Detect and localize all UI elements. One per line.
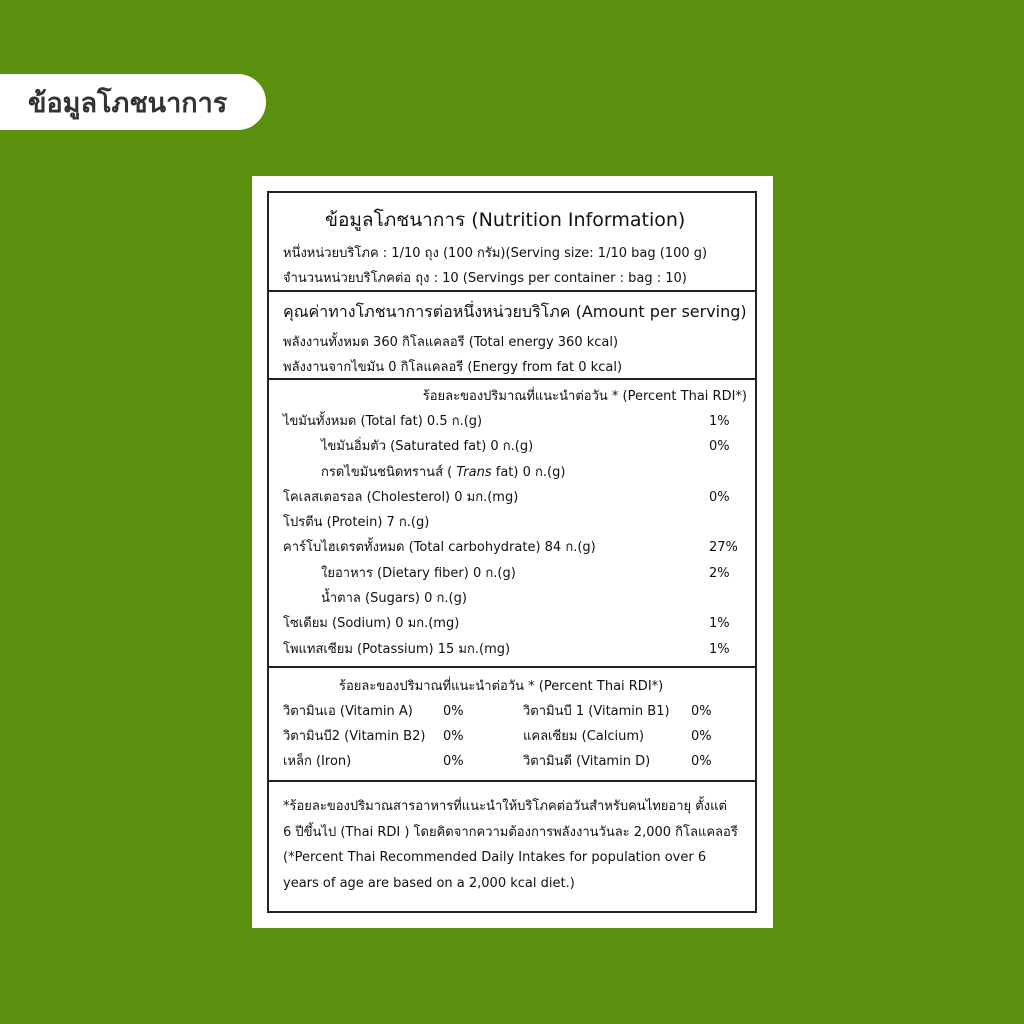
vitamin-percent: 0% [691, 729, 712, 744]
nutrient-row-protein [283, 510, 755, 535]
servings-per-container: จำนวนหน่วยบริโภคต่อ ถุง : 10 (Servings per container : bag : 10) [283, 271, 687, 286]
label-header [269, 193, 755, 292]
nutrient-row-carbohydrate [283, 535, 755, 560]
nutrient-row-dietary-fiber [283, 561, 755, 586]
total-energy: พลังงานทั้งหมด 360 กิโลแคลอรี (Total energy 360 kcal) [283, 335, 619, 350]
nutrient-row-sodium [283, 611, 755, 636]
footnote-line: 6 ปีขึ้นไป (Thai RDI ) โดยคิดจากความต้องการพลังงานวันละ 2,000 กิโลแคลอรี [283, 824, 738, 840]
nutrient-label: น้ำตาล (Sugars) 0 ก.(g) [321, 591, 467, 607]
vitamin-label: วิตามินเอ (Vitamin A) [283, 704, 413, 719]
nutrient-row-trans-fat [283, 460, 755, 485]
nutrient-percent: 0% [709, 439, 730, 455]
nutrient-label: โปรตีน (Protein) 7 ก.(g) [283, 515, 430, 531]
rdi-heading: ร้อยละของปริมาณที่แนะนำต่อวัน * (Percent Thai RDI*) [422, 389, 747, 404]
nutrient-row-cholesterol [283, 485, 755, 510]
nutrient-label-suffix: fat) 0 ก.(g) [491, 464, 566, 480]
label-title: ข้อมูลโภชนาการ (Nutrition Information) [325, 209, 686, 231]
vitamin-percent: 0% [691, 704, 712, 719]
vitamin-rdi-heading: ร้อยละของปริมาณที่แนะนำต่อวัน * (Percent Thai RDI*) [339, 679, 664, 694]
vitamin-label: วิตามินดี (Vitamin D) [523, 754, 651, 769]
nutrition-label [267, 191, 757, 913]
vitamin-percent: 0% [443, 704, 464, 719]
nutrient-percent: 1% [709, 641, 730, 657]
nutrient-label: คาร์โบไฮเดรตทั้งหมด (Total carbohydrate) 84 ก.(g) [283, 540, 596, 556]
nutrient-label: โซเดียม (Sodium) 0 มก.(mg) [283, 616, 460, 632]
nutrition-card [252, 176, 773, 928]
vitamin-label: เหล็ก (Iron) [283, 754, 352, 769]
nutrient-label: โพแทสเซียม (Potassium) 15 มก.(mg) [283, 641, 511, 657]
nutrient-percent: 0% [709, 489, 730, 505]
nutrient-label: ไขมันทั้งหมด (Total fat) 0.5 ก.(g) [283, 414, 483, 429]
vitamin-label: วิตามินบี2 (Vitamin B2) [283, 729, 426, 744]
vitamin-percent: 0% [443, 729, 464, 744]
footnote-section [269, 782, 755, 896]
serving-size: หนึ่งหน่วยบริโภค : 1/10 ถุง (100 กรัม)(Serving size: 1/10 bag (100 g) [283, 246, 708, 261]
vitamin-row [283, 699, 755, 724]
vitamin-label: แคลเซียม (Calcium) [523, 729, 645, 744]
section-title-tab [0, 74, 266, 130]
nutrient-label-italic: Trans [456, 464, 492, 480]
nutrients-section [269, 380, 755, 668]
nutrient-label: โคเลสเตอรอล (Cholesterol) 0 มก.(mg) [283, 489, 519, 505]
section-title: ข้อมูลโภชนาการ [28, 87, 228, 119]
vitamins-section [269, 668, 755, 782]
nutrient-percent: 1% [709, 414, 730, 429]
nutrient-row-saturated-fat [283, 434, 755, 459]
nutrient-percent: 2% [709, 565, 730, 581]
vitamin-percent: 0% [443, 754, 464, 769]
energy-from-fat: พลังงานจากไขมัน 0 กิโลแคลอรี (Energy from fat 0 kcal) [283, 360, 623, 375]
nutrient-label: ไขมันอิ่มตัว (Saturated fat) 0 ก.(g) [321, 439, 534, 455]
footnote-line: (*Percent Thai Recommended Daily Intakes for population over 6 [283, 850, 707, 865]
vitamin-row [283, 724, 755, 749]
footnote-line: *ร้อยละของปริมาณสารอาหารที่แนะนำให้บริโภคต่อวันสำหรับคนไทยอายุ ตั้งแต่ [283, 799, 727, 814]
nutrient-label: ใยอาหาร (Dietary fiber) 0 ก.(g) [321, 565, 516, 581]
amount-heading: คุณค่าทางโภชนาการต่อหนึ่งหน่วยบริโภค (Amount per serving) [283, 302, 747, 321]
nutrient-row-total-fat [283, 409, 755, 434]
vitamin-percent: 0% [691, 754, 712, 769]
nutrient-row-potassium [283, 637, 755, 662]
vitamin-label: วิตามินบี 1 (Vitamin B1) [523, 704, 670, 719]
nutrient-row-sugars [283, 586, 755, 611]
nutrient-percent: 1% [709, 616, 730, 632]
footnote-line: years of age are based on a 2,000 kcal diet.) [283, 875, 575, 891]
nutrient-label-prefix: กรดไขมันชนิดทรานส์ ( [321, 464, 457, 480]
vitamin-row [283, 749, 755, 774]
energy-section [269, 292, 755, 380]
nutrient-percent: 27% [709, 540, 738, 556]
